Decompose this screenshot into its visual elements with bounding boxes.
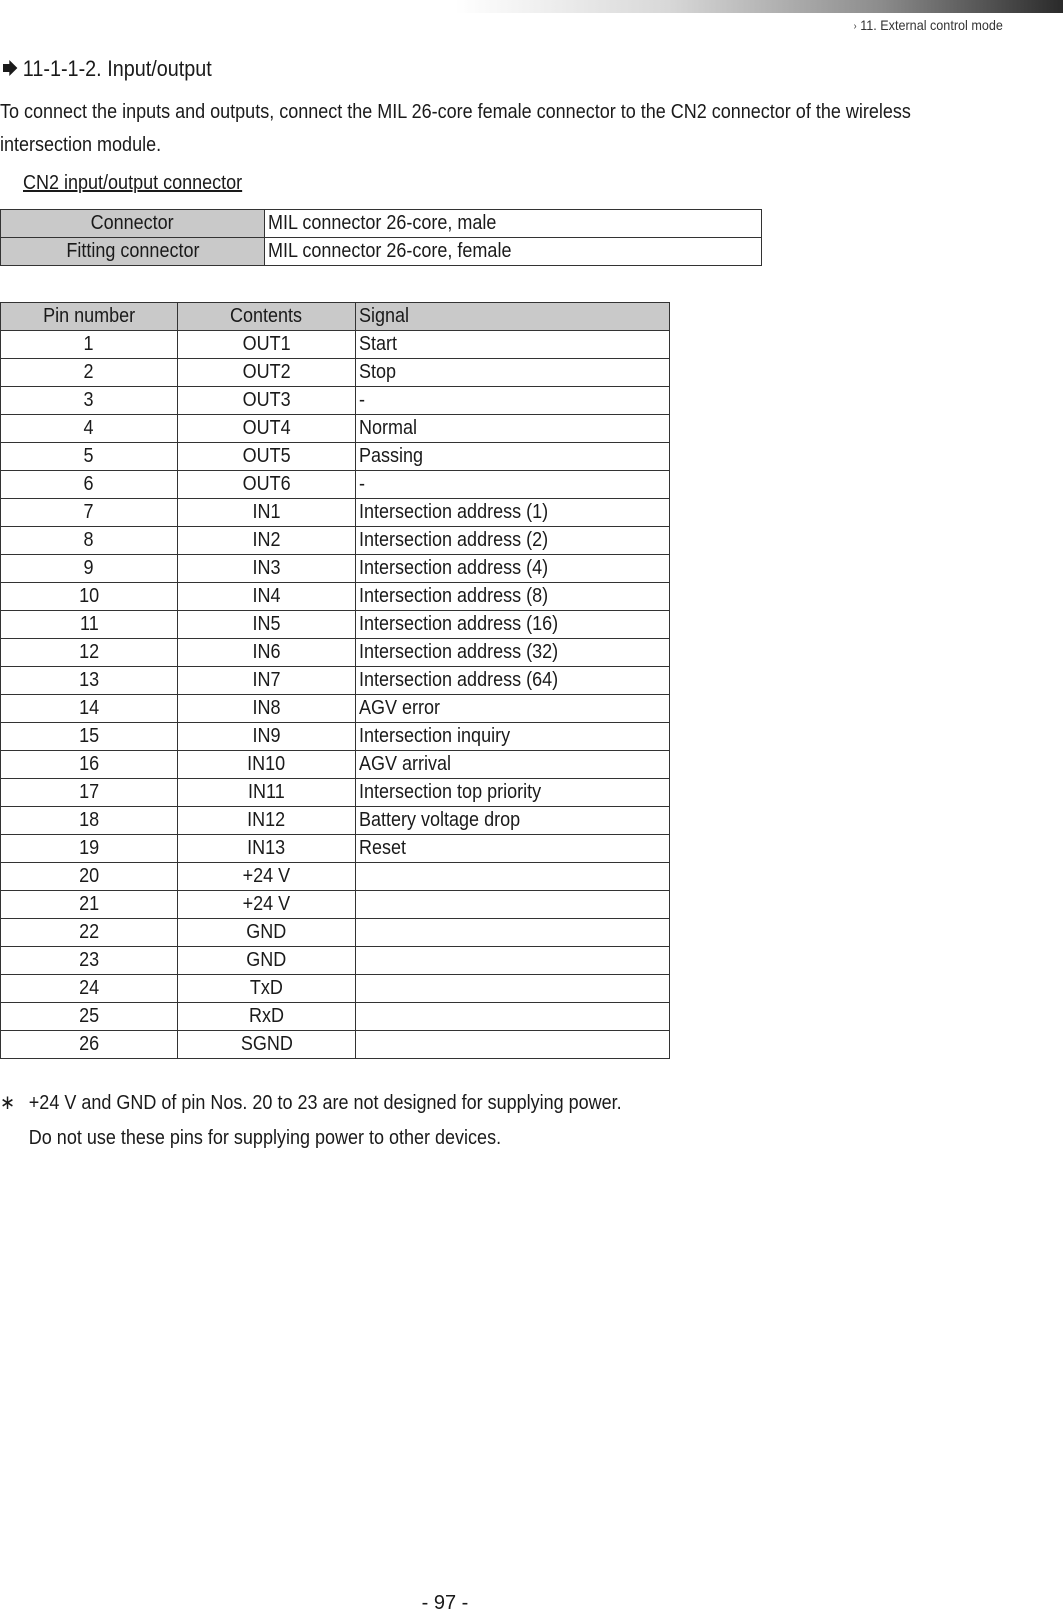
signal-cell: Battery voltage drop	[356, 807, 670, 835]
table-row	[1, 975, 670, 1003]
table-row	[1, 1003, 670, 1031]
signal-cell	[356, 891, 670, 919]
contents-cell: IN11	[178, 779, 356, 807]
contents-cell: IN12	[178, 807, 356, 835]
signal-cell: Intersection address (4)	[356, 555, 670, 583]
pin-number-cell: 1	[1, 331, 178, 359]
running-header-chapter: 11. External control mode	[860, 17, 1003, 33]
table-row	[1, 695, 670, 723]
pin-number-cell: 24	[1, 975, 178, 1003]
contents-cell: GND	[178, 947, 356, 975]
contents-cell: OUT3	[178, 387, 356, 415]
table-row	[1, 359, 670, 387]
signal-cell: Intersection top priority	[356, 779, 670, 807]
contents-cell: IN3	[178, 555, 356, 583]
pin-number-cell: 21	[1, 891, 178, 919]
signal-cell: -	[356, 471, 670, 499]
contents-cell: SGND	[178, 1031, 356, 1059]
contents-cell: OUT5	[178, 443, 356, 471]
pin-number-cell: 18	[1, 807, 178, 835]
note-line-2: Do not use these pins for supplying power to other devices.	[28, 1127, 502, 1149]
signal-cell: AGV error	[356, 695, 670, 723]
table-row	[1, 667, 670, 695]
connector-table	[0, 209, 762, 266]
signal-cell: Intersection inquiry	[356, 723, 670, 751]
running-header	[854, 17, 1003, 33]
contents-cell: OUT4	[178, 415, 356, 443]
connector-table-row	[1, 238, 762, 266]
table-row	[1, 919, 670, 947]
connector-value-cell: MIL connector 26-core, male	[265, 210, 762, 238]
pin-number-cell: 2	[1, 359, 178, 387]
section-title: Input/output	[107, 56, 212, 81]
signal-cell: Passing	[356, 443, 670, 471]
header-contents: Contents	[178, 303, 356, 331]
signal-cell: Intersection address (2)	[356, 527, 670, 555]
pin-number-cell: 26	[1, 1031, 178, 1059]
signal-cell	[356, 1031, 670, 1059]
connector-table-row	[1, 210, 762, 238]
pin-number-cell: 11	[1, 611, 178, 639]
contents-cell: IN7	[178, 667, 356, 695]
table-row	[1, 471, 670, 499]
table-row	[1, 331, 670, 359]
signal-cell: Intersection address (8)	[356, 583, 670, 611]
power-note	[0, 1086, 622, 1156]
intro-line-1: To connect the inputs and outputs, connect the MIL 26-core female connector to the CN2 connector of the wireless	[0, 101, 911, 123]
pin-number-cell: 23	[1, 947, 178, 975]
table-row	[1, 639, 670, 667]
contents-cell: IN4	[178, 583, 356, 611]
table-row	[1, 751, 670, 779]
signal-cell: Intersection address (16)	[356, 611, 670, 639]
table-row	[1, 415, 670, 443]
intro-paragraph	[0, 96, 936, 162]
table-row	[1, 835, 670, 863]
table-row	[1, 387, 670, 415]
table-row	[1, 1031, 670, 1059]
pin-number-cell: 3	[1, 387, 178, 415]
table-row	[1, 863, 670, 891]
signal-cell: Reset	[356, 835, 670, 863]
pin-number-cell: 15	[1, 723, 178, 751]
pin-number-cell: 7	[1, 499, 178, 527]
pin-number-cell: 10	[1, 583, 178, 611]
table-row	[1, 555, 670, 583]
pin-number-cell: 12	[1, 639, 178, 667]
connector-label-cell: Fitting connector	[1, 238, 265, 266]
contents-cell: IN10	[178, 751, 356, 779]
contents-cell: IN5	[178, 611, 356, 639]
pin-number-cell: 14	[1, 695, 178, 723]
contents-cell: IN2	[178, 527, 356, 555]
table-row	[1, 891, 670, 919]
signal-cell	[356, 863, 670, 891]
table-row	[1, 807, 670, 835]
running-header-marker: ›	[853, 21, 857, 32]
pin-number-cell: 5	[1, 443, 178, 471]
table-row	[1, 443, 670, 471]
table-row	[1, 947, 670, 975]
contents-cell: IN9	[178, 723, 356, 751]
header-pin-number: Pin number	[1, 303, 178, 331]
contents-cell: IN6	[178, 639, 356, 667]
pin-number-cell: 4	[1, 415, 178, 443]
contents-cell: +24 V	[178, 863, 356, 891]
signal-cell: Intersection address (32)	[356, 639, 670, 667]
pin-number-cell: 6	[1, 471, 178, 499]
signal-cell: -	[356, 387, 670, 415]
table-row	[1, 723, 670, 751]
contents-cell: IN1	[178, 499, 356, 527]
section-heading	[3, 56, 212, 82]
page-number: - 97 -	[421, 1592, 469, 1614]
signal-cell: Intersection address (1)	[356, 499, 670, 527]
connector-value-cell: MIL connector 26-core, female	[265, 238, 762, 266]
section-number: 11-1-1-2.	[22, 56, 102, 81]
pin-number-cell: 9	[1, 555, 178, 583]
pin-number-cell: 16	[1, 751, 178, 779]
signal-cell: AGV arrival	[356, 751, 670, 779]
contents-cell: +24 V	[178, 891, 356, 919]
header-signal: Signal	[356, 303, 670, 331]
table-row	[1, 499, 670, 527]
pin-number-cell: 13	[1, 667, 178, 695]
signal-cell	[356, 919, 670, 947]
arrow-right-icon	[3, 60, 17, 76]
signal-cell: Stop	[356, 359, 670, 387]
contents-cell: TxD	[178, 975, 356, 1003]
pin-number-cell: 25	[1, 1003, 178, 1031]
signal-cell: Normal	[356, 415, 670, 443]
signal-cell	[356, 975, 670, 1003]
pin-table-header-row	[1, 303, 670, 331]
pin-number-cell: 17	[1, 779, 178, 807]
pin-number-cell: 20	[1, 863, 178, 891]
note-asterisk-icon: ∗	[0, 1092, 16, 1114]
intro-line-2: intersection module.	[0, 134, 162, 156]
contents-cell: OUT1	[178, 331, 356, 359]
signal-cell: Start	[356, 331, 670, 359]
connector-table-caption: CN2 input/output connector	[23, 172, 243, 194]
header-gradient-bar	[455, 0, 1063, 13]
pin-number-cell: 22	[1, 919, 178, 947]
contents-cell: OUT2	[178, 359, 356, 387]
contents-cell: RxD	[178, 1003, 356, 1031]
signal-cell: Intersection address (64)	[356, 667, 670, 695]
contents-cell: OUT6	[178, 471, 356, 499]
signal-cell	[356, 947, 670, 975]
table-row	[1, 611, 670, 639]
note-line-1: +24 V and GND of pin Nos. 20 to 23 are not designed for supplying power.	[28, 1092, 622, 1114]
table-row	[1, 527, 670, 555]
contents-cell: IN8	[178, 695, 356, 723]
contents-cell: IN13	[178, 835, 356, 863]
pin-table	[0, 302, 670, 1059]
pin-number-cell: 8	[1, 527, 178, 555]
pin-number-cell: 19	[1, 835, 178, 863]
table-row	[1, 779, 670, 807]
connector-label-cell: Connector	[1, 210, 265, 238]
table-row	[1, 583, 670, 611]
signal-cell	[356, 1003, 670, 1031]
contents-cell: GND	[178, 919, 356, 947]
